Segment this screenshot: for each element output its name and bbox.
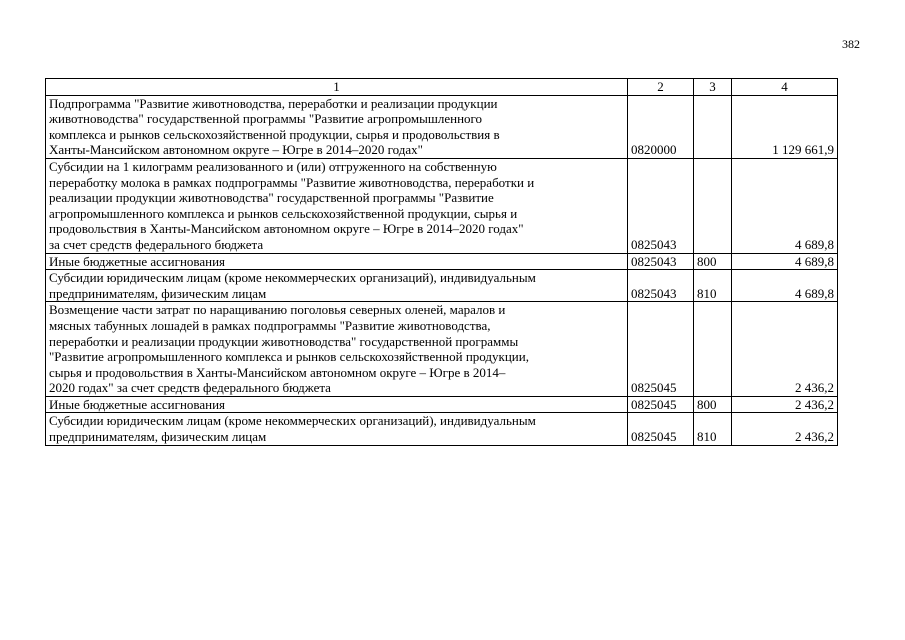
row-description <box>46 253 628 270</box>
budget-table <box>45 78 838 446</box>
row-type <box>694 158 732 253</box>
description-line: предпринимателям, физическим лицам <box>49 429 267 445</box>
description-line: переработку молока в рамках подпрограммы "Развитие животноводства, переработки и <box>49 174 535 190</box>
row-description <box>46 95 628 158</box>
table-row <box>46 396 838 413</box>
column-header-4: 4 <box>732 79 838 96</box>
row-amount: 2 436,2 <box>732 302 838 397</box>
description-line: агропромышленного комплекса и рынков сельскохозяйственной продукции, сырья и <box>49 205 518 221</box>
table-row <box>46 270 838 302</box>
description-line: предпринимателям, физическим лицам <box>49 285 267 301</box>
row-code: 0825043 <box>628 270 694 302</box>
row-type: 810 <box>694 270 732 302</box>
row-code: 0825043 <box>628 253 694 270</box>
description-line: "Развитие агропромышленного комплекса и рынков сельскохозяйственной продукции, <box>49 349 529 365</box>
column-header-1: 1 <box>46 79 628 96</box>
table-header-row <box>46 79 838 96</box>
row-code: 0825043 <box>628 158 694 253</box>
row-code: 0825045 <box>628 413 694 445</box>
table-row <box>46 413 838 445</box>
row-amount: 4 689,8 <box>732 270 838 302</box>
description-line: животноводства" государственной программы "Развитие агропромышленного <box>49 111 483 127</box>
description-line: переработки и реализации продукции животноводства" государственной программы <box>49 333 519 349</box>
description-line: за счет средств федерального бюджета <box>49 236 264 252</box>
description-line: Иные бюджетные ассигнования <box>49 253 226 269</box>
row-amount: 1 129 661,9 <box>732 95 838 158</box>
row-description <box>46 302 628 397</box>
row-amount: 4 689,8 <box>732 158 838 253</box>
column-header-3: 3 <box>694 79 732 96</box>
description-line: комплекса и рынков сельскохозяйственной продукции, сырья и продовольствия в <box>49 126 500 142</box>
row-code: 0825045 <box>628 302 694 397</box>
row-code: 0825045 <box>628 396 694 413</box>
row-description <box>46 158 628 253</box>
table-row <box>46 302 838 397</box>
description-line: Подпрограмма "Развитие животноводства, переработки и реализации продукции <box>49 95 498 111</box>
row-amount: 4 689,8 <box>732 253 838 270</box>
description-line: продовольствия в Ханты-Мансийском автономном округе – Югре в 2014–2020 годах" <box>49 221 524 237</box>
row-type: 800 <box>694 396 732 413</box>
description-line: реализации продукции животноводства" государственной программы "Развитие <box>49 190 494 206</box>
description-line: сырья и продовольствия в Ханты-Мансийском автономном округе – Югре в 2014– <box>49 364 506 380</box>
row-code: 0820000 <box>628 95 694 158</box>
description-line: Субсидии на 1 килограмм реализованного и (или) отгруженного на собственную <box>49 158 497 174</box>
row-description <box>46 413 628 445</box>
description-line: 2020 годах" за счет средств федерального бюджета <box>49 380 331 396</box>
row-type: 810 <box>694 413 732 445</box>
description-line: Возмещение части затрат по наращиванию поголовья северных оленей, маралов и <box>49 302 506 318</box>
description-line: Субсидии юридическим лицам (кроме некоммерческих организаций), индивидуальным <box>49 413 536 429</box>
table-row <box>46 158 838 253</box>
row-amount: 2 436,2 <box>732 413 838 445</box>
row-amount: 2 436,2 <box>732 396 838 413</box>
table-row <box>46 95 838 158</box>
row-description <box>46 396 628 413</box>
table-row <box>46 253 838 270</box>
row-type <box>694 95 732 158</box>
row-description <box>46 270 628 302</box>
description-line: Иные бюджетные ассигнования <box>49 396 226 412</box>
row-type <box>694 302 732 397</box>
description-line: Ханты-Мансийском автономном округе – Югре в 2014–2020 годах" <box>49 142 423 158</box>
description-line: мясных табунных лошадей в рамках подпрограммы "Развитие животноводства, <box>49 317 491 333</box>
row-type: 800 <box>694 253 732 270</box>
description-line: Субсидии юридическим лицам (кроме некоммерческих организаций), индивидуальным <box>49 270 536 286</box>
column-header-2: 2 <box>628 79 694 96</box>
page-number: 382 <box>842 37 860 51</box>
